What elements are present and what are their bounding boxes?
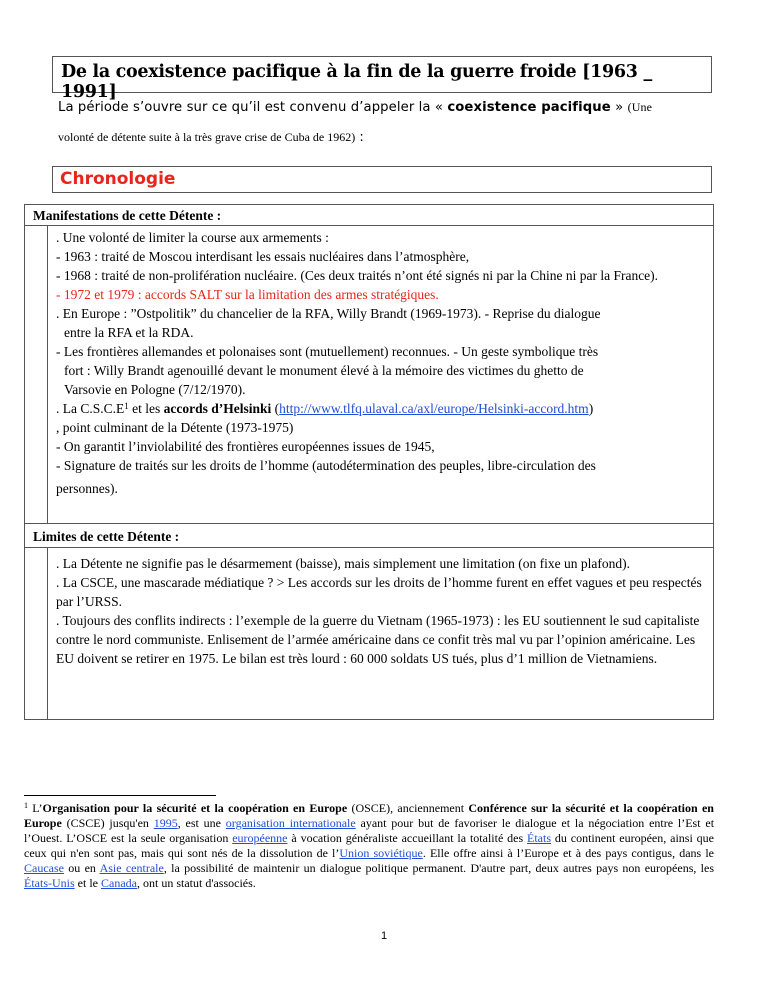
manifestation-line: - Signature de traités sur les droits de l’homme (autodétermination des peuples, libre-circulation des [56,458,596,473]
footnote-ref[interactable]: 1 [124,401,129,411]
manifestation-line-highlight: - 1972 et 1979 : accords SALT sur la limitation des armes stratégiques. [56,287,439,302]
footnote-link-1995[interactable]: 1995 [153,816,178,830]
footnote-text: , la possibilité de maintenir un dialogue politique permanent. D'autre part, deux autres pays non européens, les [163,861,714,875]
footnote-link-canada[interactable]: Canada [101,876,137,890]
paren-open: ( [271,401,280,416]
manifestation-line: - 1968 : traité de non-prolifération nucléaire. (Ces deux traités n’ont été signés ni par la Chine ni par la France). [56,268,659,283]
footnote-text: L’ [28,801,43,815]
footnote-link-asie-centrale[interactable]: Asie centrale [99,861,164,875]
intro-line-2-text: volonté de détente suite à la très grave crise de Cuba de 1962) [58,130,356,144]
footnote-number: 1 [24,801,28,810]
page-number: 1 [380,930,388,942]
manifestation-line: . Une volonté de limiter la course aux armements : [56,230,329,245]
manifestation-line: , point culminant de la Détente (1973-1975) [56,420,294,435]
footnote-text: ou en [63,861,100,875]
manifestation-line: personnes). [56,481,118,496]
footnote-text: à vocation généraliste accueillant la totalité des [287,831,528,845]
helsinki-link[interactable]: http://www.tlfq.ulaval.ca/axl/europe/Helsinki-accord.htm [279,401,589,416]
manifestation-line: . En Europe : ”Ostpolitik” du chancelier de la RFA, Willy Brandt (1969-1973). - Reprise du dialogue [56,306,601,321]
footnote-link-organisation[interactable]: organisation internationale [225,816,356,830]
intro-bold-term: coexistence pacifique [447,100,611,115]
footnote-text: (CSCE) jusqu'en [61,816,154,830]
intro-line-2 [58,128,718,147]
footnote-text: et le [74,876,101,890]
footnote-bold: Organisation pour la sécurité et la coopération en Europe [42,801,348,815]
footnote-bold: Conférence sur la sécurité et la coopération en Europe [24,801,714,830]
intro-text-post: » [610,100,628,115]
manifestations-body [47,226,713,523]
csce-text: . La C.S.C.E [56,401,125,416]
limites-header: Limites de cette Détente : [25,524,713,548]
manifestation-line: - 1963 : traité de Moscou interdisant les essais nucléaires dans l’atmosphère, [56,249,470,264]
csce-line [56,399,707,418]
footnote-link-union-sovietique[interactable]: Union soviétique [339,846,423,860]
csce-text: et les [128,401,164,416]
limites-body [47,548,713,719]
footnote-text: , est une [177,816,226,830]
footnote-text: du continent européen, ainsi que ceux qui n'en sont pas, mais qui sont nés de la dissolution de l’ [24,831,714,860]
manifestations-header: Manifestations de cette Détente : [25,205,713,226]
footnote-link-europeenne[interactable]: européenne [232,831,288,845]
intro-line-1 [58,98,718,117]
manifestation-line: - Les frontières allemandes et polonaises sont (mutuellement) reconnues. - Un geste symbolique très [56,344,599,359]
manifestation-line: fort : Willy Brandt agenouillé devant le monument élevé à la mémoire des victimes du ghetto de [64,363,584,378]
footnote-link-etats[interactable]: États [527,831,552,845]
footnote-text: ayant pour but de favoriser le dialogue et la négociation entre l’Est et l’Ouest. L’OSCE est la seule organisation [24,816,715,845]
manifestation-line: entre la RFA et la RDA. [64,325,194,340]
limite-paragraph: . Toujours des conflits indirects : l’exemple de la guerre du Vietnam (1965-1973) : les EU soutiennent le sud capitaliste contre le nord communiste. Enlisement de l’armée américaine dans ce confit très mal vu par l’opinion américaine. Les EU doivent se retirer en 1975. Le bilan est très lourd : 60 000 soldats US tués, plus d’1 million de Vietnamiens. [56,613,700,666]
footnote-link-etats-unis[interactable]: États-Unis [24,876,75,890]
limite-paragraph: . La Détente ne signifie pas le désarmement (baisse), mais simplement une limitation (on fixe un plafond). [56,556,630,571]
manifestation-line: Varsovie en Pologne (7/12/1970). [64,382,246,397]
section-heading: Chronologie [52,166,712,193]
paren-close: ) [588,401,594,416]
page-title: De la coexistence pacifique à la fin de la guerre froide [1963 _ 1991] [52,56,712,93]
manifestation-line: - On garantit l’inviolabilité des frontières européennes issues de 1945, [56,439,435,454]
intro-small-text: (Une [627,100,652,114]
footnote-link-caucase[interactable]: Caucase [24,861,64,875]
chronology-table [24,204,714,720]
footnote-text: (OSCE), anciennement [347,801,469,815]
intro-colon: : [355,130,364,145]
footnote-separator [24,795,216,796]
footnote-text: , ont un statut d'associés. [136,876,256,890]
intro-text: La période s’ouvre sur ce qu’il est convenu d’appeler la « [58,100,448,115]
footnote-text: . Elle offre ainsi à l’Europe et à des pays contigus, dans le [422,846,715,860]
helsinki-bold: accords d’Helsinki [163,401,272,416]
limite-paragraph: . La CSCE, une mascarade médiatique ? > Les accords sur les droits de l’homme furent en effet vagues et peu respectés par l’URSS. [56,575,702,609]
footnote [24,801,714,891]
